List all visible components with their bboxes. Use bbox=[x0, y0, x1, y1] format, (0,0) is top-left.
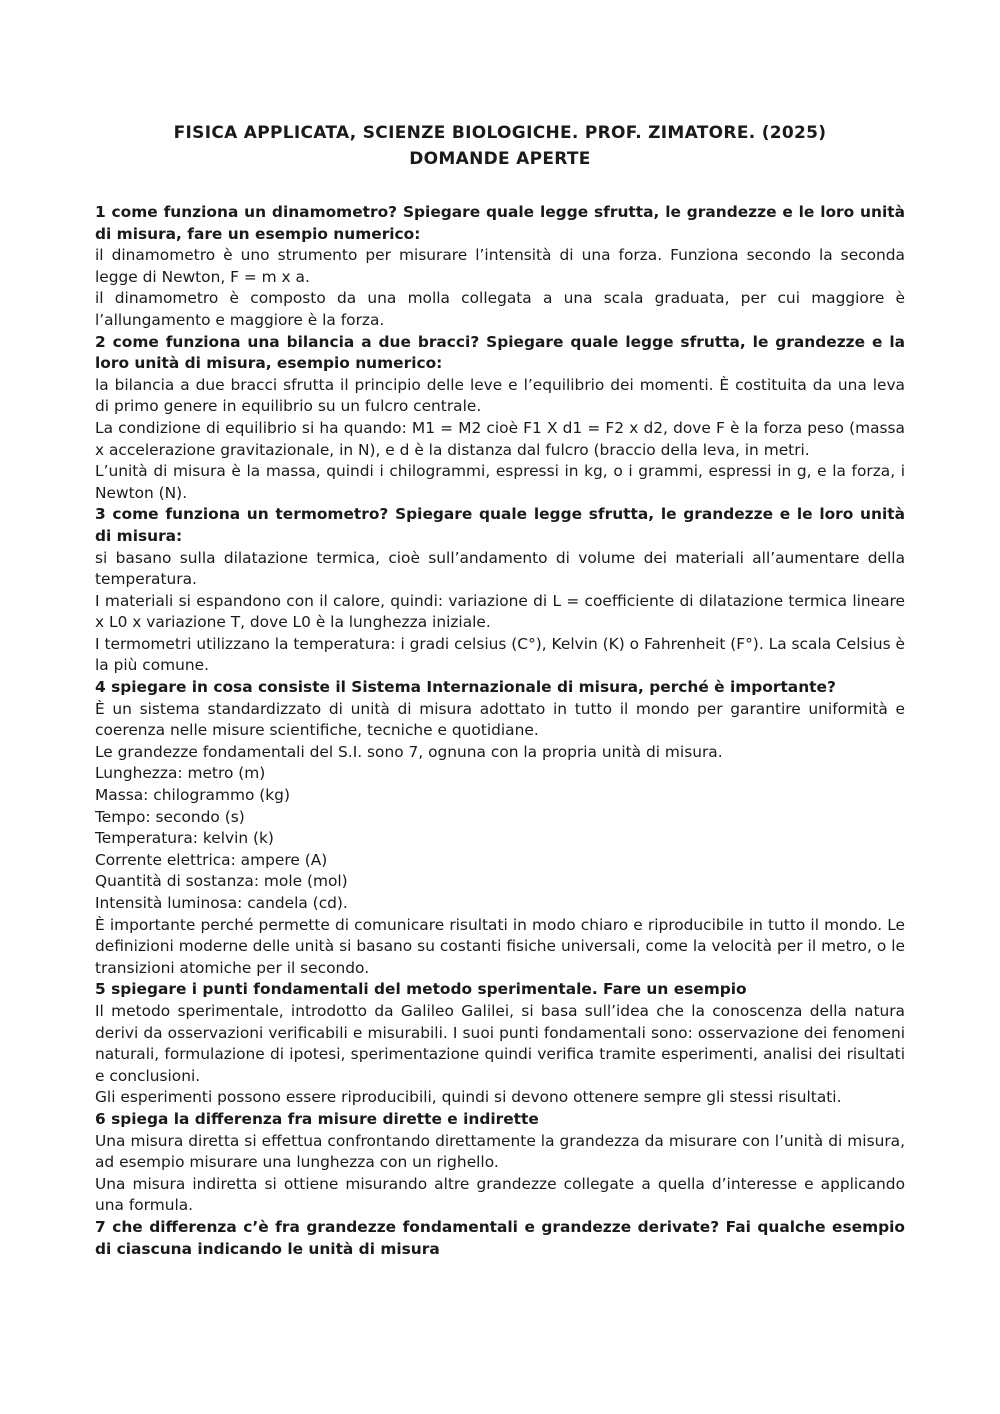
question-3: 3 come funziona un termometro? Spiegare quale legge sfrutta, le grandezze e le loro unità di misura: bbox=[95, 505, 905, 545]
si-unit-item: Quantità di sostanza: mole (mol) bbox=[95, 872, 348, 891]
answer-4-paragraph-2: Le grandezze fondamentali del S.I. sono 7, ognuna con la propria unità di misura. bbox=[95, 742, 723, 761]
answer-2-paragraph-1: la bilancia a due bracci sfrutta il principio delle leve e l’equilibrio dei momenti. È costituita da una leva di primo genere in equilibrio su un fulcro centrale. bbox=[95, 375, 905, 416]
question-7: 7 che differenza c’è fra grandezze fondamentali e grandezze derivate? Fai qualche esempio di ciascuna indicando le unità di misura bbox=[95, 1217, 905, 1258]
answer-6-paragraph-1: Una misura diretta si effettua confrontando direttamente la grandezza da misurare con l’unità di misura, ad esempio misurare una lunghezza con un righello. bbox=[95, 1131, 905, 1172]
si-unit-item: Intensità luminosa: candela (cd). bbox=[95, 894, 348, 912]
answer-2-paragraph-3: L’unità di misura è la massa, quindi i chilogrammi, espressi in kg, o i grammi, espressi in g, e la forza, i Newton (N). bbox=[95, 462, 905, 502]
document-page bbox=[95, 120, 905, 1260]
question-2: 2 come funziona una bilancia a due bracci? Spiegare quale legge sfrutta, le grandezze e la loro unità di misura, esempio numerico: bbox=[95, 332, 905, 373]
question-1: 1 come funziona un dinamometro? Spiegare quale legge sfrutta, le grandezze e le loro unità di misura, fare un esempio numerico: bbox=[95, 203, 905, 243]
answer-1-paragraph-2: il dinamometro è composto da una molla collegata a una scala graduata, per cui maggiore è l’allungamento e maggiore è la forza. bbox=[95, 289, 905, 329]
question-4: 4 spiegare in cosa consiste il Sistema Internazionale di misura, perché è importante? bbox=[95, 678, 836, 697]
document-title bbox=[95, 120, 905, 172]
si-unit-item: Lunghezza: metro (m) bbox=[95, 764, 266, 783]
answer-4-paragraph-3: È importante perché permette di comunicare risultati in modo chiaro e riproducibile in tutto il mondo. Le definizioni moderne delle unità si basano su costanti fisiche universali, come la velocità per il metro, o le transizioni atomiche per il secondo. bbox=[95, 915, 905, 977]
title-line-1: FISICA APPLICATA, SCIENZE BIOLOGICHE. PROF. ZIMATORE. (2025) bbox=[173, 123, 827, 143]
answer-3-paragraph-1: si basano sulla dilatazione termica, cioè sull’andamento di volume dei materiali all’aumentare della temperatura. bbox=[95, 548, 905, 589]
si-unit-item: Temperatura: kelvin (k) bbox=[95, 829, 274, 848]
answer-4-paragraph-1: È un sistema standardizzato di unità di misura adottato in tutto il mondo per garantire uniformità e coerenza nelle misure scientifiche, tecniche e quotidiane. bbox=[95, 699, 905, 740]
answer-1-paragraph-1: il dinamometro è uno strumento per misurare l’intensità di una forza. Funziona secondo la seconda legge di Newton, F = m x a. bbox=[95, 246, 905, 286]
answer-6-paragraph-2: Una misura indiretta si ottiene misurando altre grandezze collegate a quella d’interesse e applicando una formula. bbox=[95, 1174, 905, 1215]
answer-5-paragraph-2: Gli esperimenti possono essere riproducibili, quindi si devono ottenere sempre gli stessi risultati. bbox=[95, 1088, 842, 1107]
answer-5-paragraph-1: Il metodo sperimentale, introdotto da Galileo Galilei, si basa sull’idea che la conoscenza della natura derivi da osservazioni verificabili e misurabili. I suoi punti fondamentali sono: osservazione dei fenomeni naturali, formulazione di ipotesi, sperimentazione quindi verifica tramite esperimenti, analisi dei risultati e conclusioni. bbox=[95, 1001, 905, 1085]
document-body bbox=[95, 202, 905, 1260]
question-5: 5 spiegare i punti fondamentali del metodo sperimentale. Fare un esempio bbox=[95, 980, 747, 999]
question-6: 6 spiega la differenza fra misure dirette e indirette bbox=[95, 1109, 539, 1128]
si-unit-item: Tempo: secondo (s) bbox=[95, 807, 245, 826]
si-unit-item: Massa: chilogrammo (kg) bbox=[95, 786, 290, 805]
si-unit-item: Corrente elettrica: ampere (A) bbox=[95, 850, 328, 869]
answer-2-paragraph-2: La condizione di equilibrio si ha quando: M1 = M2 cioè F1 X d1 = F2 x d2, dove F è la forza peso (massa x accelerazione gravitazionale, in N), e d è la distanza dal fulcro (braccio della leva, in metri. bbox=[95, 418, 905, 459]
answer-3-paragraph-2: I materiali si espandono con il calore, quindi: variazione di L = coefficiente di dilatazione termica lineare x L0 x variazione T, dove L0 è la lunghezza iniziale. bbox=[95, 591, 905, 632]
answer-3-paragraph-3: I termometri utilizzano la temperatura: i gradi celsius (C°), Kelvin (K) o Fahrenheit (F°). La scala Celsius è la più comune. bbox=[95, 634, 905, 675]
title-line-2: DOMANDE APERTE bbox=[409, 149, 591, 169]
